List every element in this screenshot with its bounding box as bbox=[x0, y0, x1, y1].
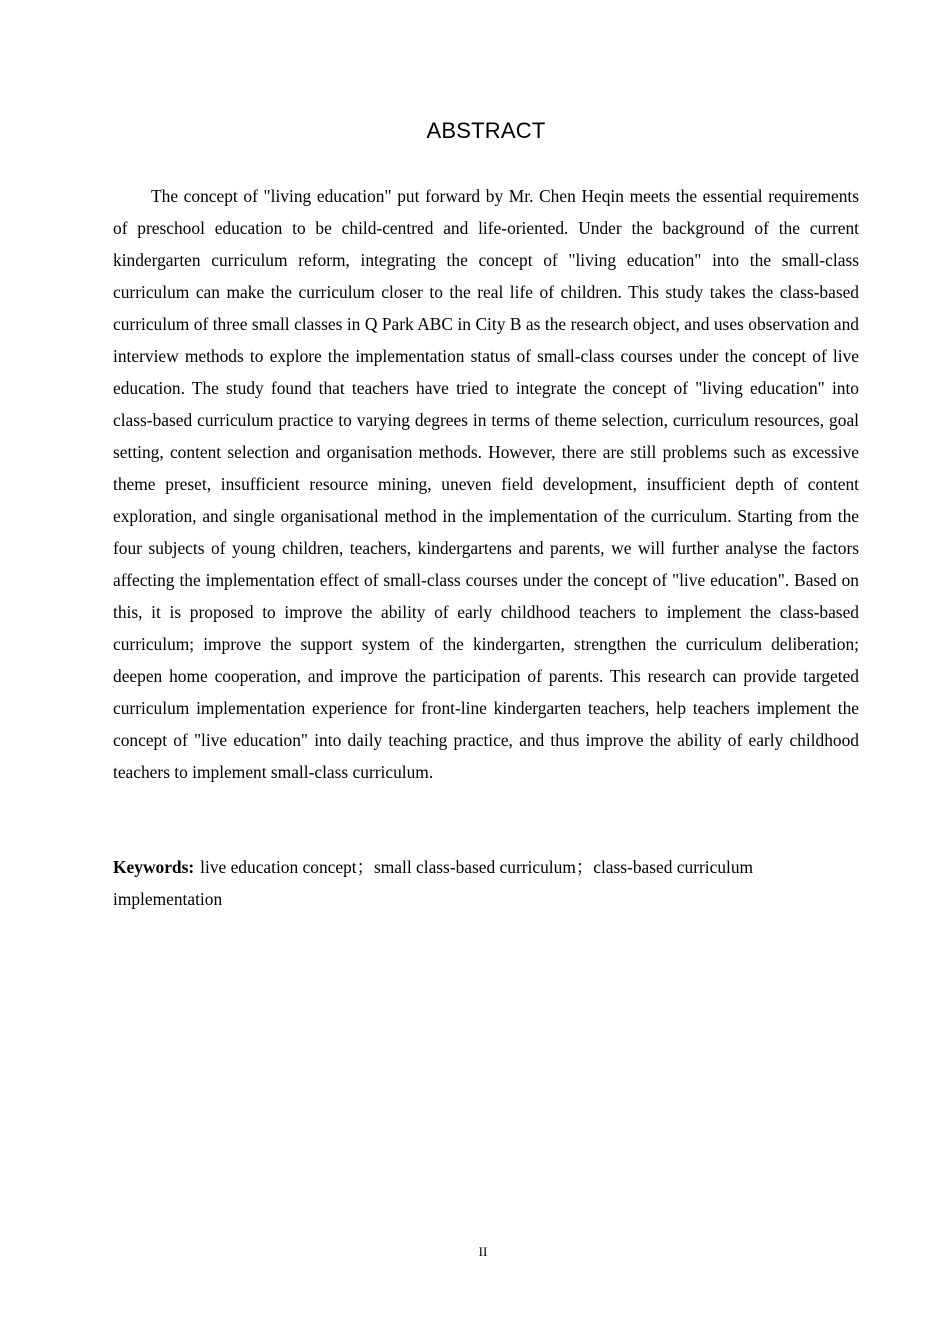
keywords-text: live education concept；small class-based curriculum；class-based curriculum implementation bbox=[113, 857, 754, 909]
keywords-line bbox=[113, 851, 859, 915]
page-number: II bbox=[478, 1244, 488, 1259]
abstract-paragraph: The concept of "living education" put forward by Mr. Chen Heqin meets the essential requirements of preschool education to be child-centred and life-oriented. Under the background of the current kindergarten curriculum reform, integrating the concept of "living education" into the small-class curriculum can make the curriculum closer to the real life of children. This study takes the class-based curriculum of three small classes in Q Park ABC in City B as the research object, and uses observation and interview methods to explore the implementation status of small-class courses under the concept of live education. The study found that teachers have tried to integrate the concept of "living education" into class-based curriculum practice to varying degrees in terms of theme selection, curriculum resources, goal setting, content selection and organisation methods. However, there are still problems such as excessive theme preset, insufficient resource mining, uneven field development, insufficient depth of content exploration, and single organisational method in the implementation of the curriculum. Starting from the four subjects of young children, teachers, kindergartens and parents, we will further analyse the factors affecting the implementation effect of small-class courses under the concept of "live education". Based on this, it is proposed to improve the ability of early childhood teachers to implement the class-based curriculum; improve the support system of the kindergarten, strengthen the curriculum deliberation; deepen home cooperation, and improve the participation of parents. This research can provide targeted curriculum implementation experience for front-line kindergarten teachers, help teachers implement the concept of "live education" into daily teaching practice, and thus improve the ability of early childhood teachers to implement small-class curriculum. bbox=[113, 186, 859, 782]
abstract-title: ABSTRACT bbox=[426, 118, 546, 143]
keywords-label: Keywords: bbox=[113, 857, 195, 877]
